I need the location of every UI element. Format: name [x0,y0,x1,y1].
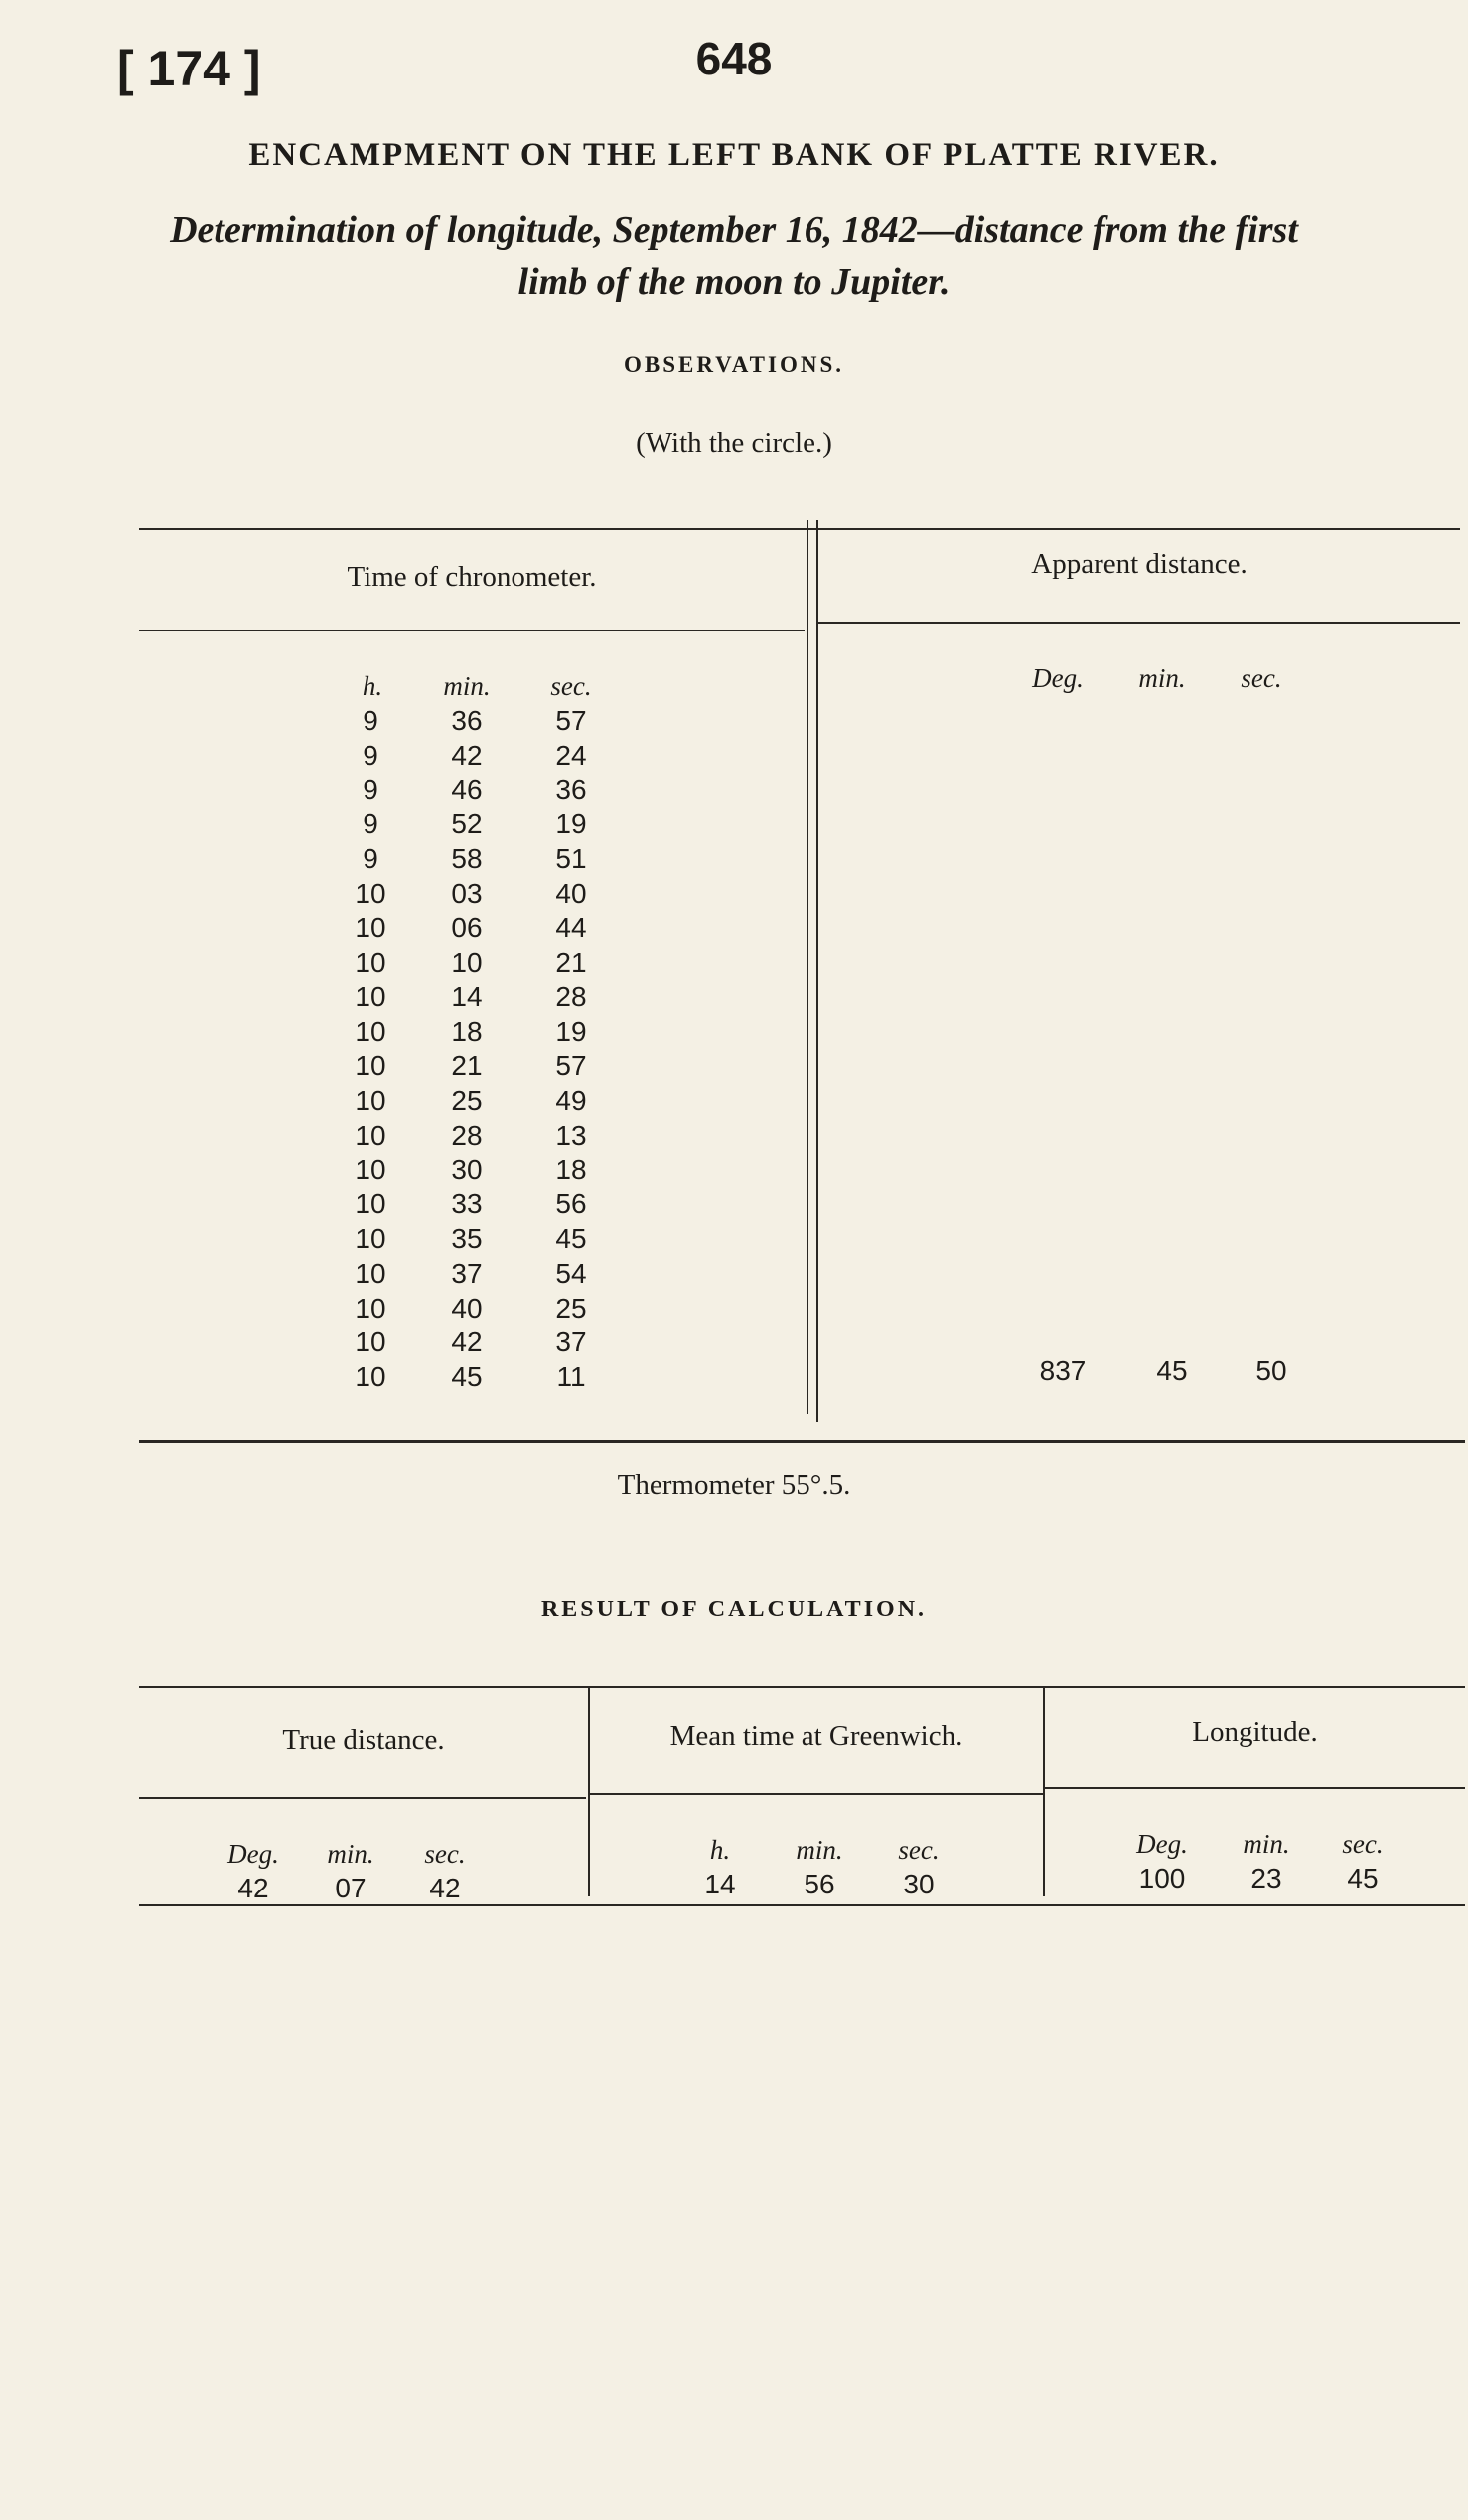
row-seconds: 36 [555,773,587,805]
row-hours: 10 [355,878,386,909]
row-seconds: 11 [556,1361,586,1393]
row-minutes: 42 [451,1327,483,1358]
unit-degrees: Deg. [1032,663,1084,693]
row-seconds: 45 [555,1223,587,1254]
row-minutes: 28 [451,1119,483,1151]
row-minutes: 58 [451,843,483,875]
unit-longitude-minutes: min. [1243,1829,1290,1859]
row-minutes: 35 [451,1223,483,1254]
unit-distance-seconds: sec. [1241,663,1282,693]
result-header-rule-1 [139,1797,586,1799]
result-divider-1 [588,1686,590,1896]
row-minutes: 42 [451,739,483,770]
row-hours: 10 [355,981,386,1013]
unit-minutes: min. [443,671,491,701]
unit-longitude-degrees: Deg. [1136,1829,1188,1859]
true-distance-minutes: 07 [335,1873,367,1903]
row-seconds: 57 [555,1050,587,1081]
row-seconds: 24 [555,739,587,770]
row-hours: 10 [355,1292,386,1324]
row-hours: 10 [355,1361,386,1393]
subtitle-line-1: Determination of longitude, September 16, 1842—distance from the first [170,210,1298,251]
row-minutes: 46 [451,773,483,805]
observations-heading: OBSERVATIONS. [623,352,845,377]
longitude-seconds: 45 [1347,1863,1379,1893]
result-header-rule-3 [1045,1787,1465,1789]
row-minutes: 14 [451,981,483,1013]
row-minutes: 21 [451,1050,483,1081]
row-seconds: 28 [555,981,587,1013]
page-heading: ENCAMPMENT ON THE LEFT BANK OF PLATTE RIVER. [248,137,1220,173]
row-seconds: 21 [555,946,587,978]
row-seconds: 13 [555,1119,587,1151]
row-hours: 10 [355,1154,386,1186]
row-hours: 10 [355,946,386,978]
row-seconds: 57 [555,705,587,736]
longitude-degrees: 100 [1138,1863,1186,1893]
column-divider-right [816,520,818,1422]
true-distance-degrees: 42 [237,1873,269,1903]
row-minutes: 30 [451,1154,483,1186]
thermometer-reading: Thermometer 55°.5. [617,1470,851,1501]
row-hours: 10 [355,1223,386,1254]
row-hours: 10 [355,1016,386,1048]
unit-mean-hours: h. [709,1835,731,1865]
row-seconds: 25 [555,1292,587,1324]
column-header-true-distance: True distance. [282,1724,445,1755]
row-hours: 10 [355,1257,386,1289]
row-minutes: 36 [451,705,483,736]
column-header-longitude: Longitude. [1192,1716,1318,1748]
row-seconds: 56 [555,1189,587,1220]
row-minutes: 33 [451,1189,483,1220]
row-minutes: 03 [451,878,483,909]
unit-true-seconds: sec. [424,1839,466,1869]
true-distance-seconds: 42 [429,1873,461,1903]
unit-longitude-seconds: sec. [1342,1829,1384,1859]
unit-true-degrees: Deg. [227,1839,279,1869]
row-seconds: 19 [555,808,587,840]
row-hours: 10 [355,1327,386,1358]
row-hours: 9 [363,843,378,875]
unit-mean-minutes: min. [796,1835,843,1865]
unit-distance-minutes: min. [1138,663,1186,693]
page-number: 648 [695,33,773,84]
row-hours: 10 [355,1084,386,1116]
result-top-rule [139,1686,1465,1688]
observations-subheading: (With the circle.) [636,427,832,459]
row-seconds: 51 [555,843,587,875]
column-header-distance: Apparent distance. [1031,548,1248,580]
row-seconds: 49 [555,1084,587,1116]
result-bottom-rule [139,1904,1465,1906]
row-minutes: 25 [451,1084,483,1116]
row-seconds: 44 [555,911,587,943]
row-minutes: 06 [451,911,483,943]
row-seconds: 40 [555,878,587,909]
row-hours: 9 [363,739,378,770]
row-hours: 9 [363,705,378,736]
row-seconds: 19 [555,1016,587,1048]
subtitle-line-2: limb of the moon to Jupiter. [517,261,951,303]
row-seconds: 18 [555,1154,587,1186]
unit-hours: h. [362,671,383,701]
header-rule-time [139,630,805,631]
row-hours: 10 [355,1189,386,1220]
bracket-page-number: [ 174 ] [117,41,261,96]
result-heading: RESULT OF CALCULATION. [540,1597,928,1622]
row-seconds: 54 [555,1257,587,1289]
column-header-mean-time: Mean time at Greenwich. [669,1720,963,1751]
row-hours: 9 [363,773,378,805]
result-header-rule-2 [590,1793,1043,1795]
row-minutes: 52 [451,808,483,840]
mean-time-minutes: 56 [804,1869,835,1899]
apparent-distance-minutes: 45 [1156,1355,1188,1386]
header-rule-distance [818,622,1460,624]
apparent-distance-seconds: 50 [1255,1355,1287,1386]
row-hours: 10 [355,911,386,943]
table-bottom-rule [139,1440,1465,1443]
row-minutes: 18 [451,1016,483,1048]
mean-time-seconds: 30 [903,1869,935,1899]
row-minutes: 10 [451,946,483,978]
table-top-rule [139,528,1460,530]
row-minutes: 45 [451,1361,483,1393]
column-header-time: Time of chronometer. [347,561,597,593]
row-hours: 10 [355,1119,386,1151]
row-hours: 9 [363,808,378,840]
row-minutes: 37 [451,1257,483,1289]
apparent-distance-degrees: 837 [1039,1355,1087,1386]
column-divider-left [807,520,808,1414]
longitude-minutes: 23 [1250,1863,1282,1893]
row-minutes: 40 [451,1292,483,1324]
unit-mean-seconds: sec. [898,1835,940,1865]
row-seconds: 37 [555,1327,587,1358]
mean-time-hours: 14 [704,1869,736,1899]
unit-seconds: sec. [550,671,592,701]
row-hours: 10 [355,1050,386,1081]
unit-true-minutes: min. [327,1839,374,1869]
